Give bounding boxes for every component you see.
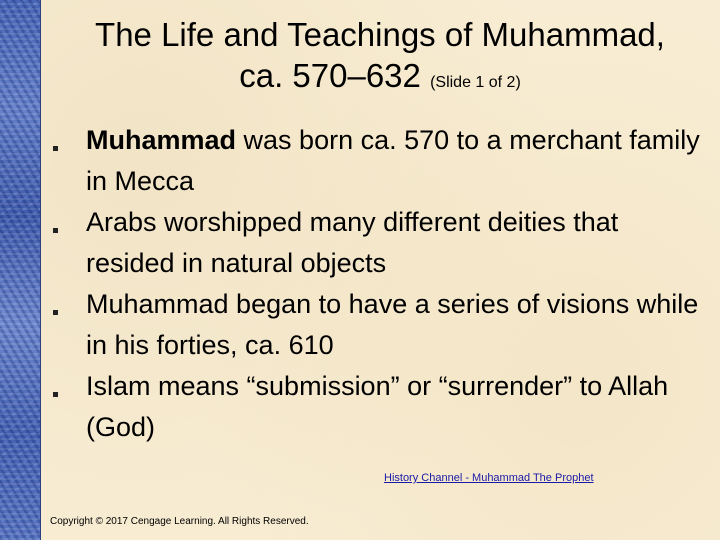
bullet-body: Muhammad began to have a series of visions while in his forties, ca. 610 bbox=[86, 289, 699, 360]
title-line-2-main: ca. 570–632 bbox=[239, 57, 431, 94]
bullet-icon bbox=[53, 146, 58, 151]
bullet-text bbox=[86, 202, 706, 284]
bullet-bold-term: Muhammad bbox=[86, 125, 237, 155]
history-channel-link[interactable]: History Channel - Muhammad The Prophet bbox=[384, 472, 594, 484]
decorative-marble-strip bbox=[0, 0, 41, 540]
bullet-body: was born ca. 570 to a merchant family in Mecca bbox=[86, 125, 700, 196]
title-line-1: The Life and Teachings of Muhammad, bbox=[95, 16, 665, 53]
slide-title bbox=[40, 14, 720, 103]
title-line-2 bbox=[40, 55, 720, 103]
bullet-icon bbox=[53, 310, 58, 315]
bullet-text bbox=[86, 366, 706, 448]
bullet-text bbox=[86, 284, 706, 366]
bullet-icon bbox=[53, 228, 58, 233]
title-slide-count: (Slide 1 of 2) bbox=[430, 74, 521, 91]
bullet-body: Arabs worshipped many different deities that resided in natural objects bbox=[86, 207, 619, 278]
bullet-body: Islam means “submission” or “surrender” to Allah (God) bbox=[86, 371, 669, 442]
bullet-icon bbox=[53, 392, 58, 397]
copyright-notice: Copyright © 2017 Cengage Learning. All Rights Reserved. bbox=[50, 516, 309, 527]
bullet-text bbox=[86, 120, 706, 202]
